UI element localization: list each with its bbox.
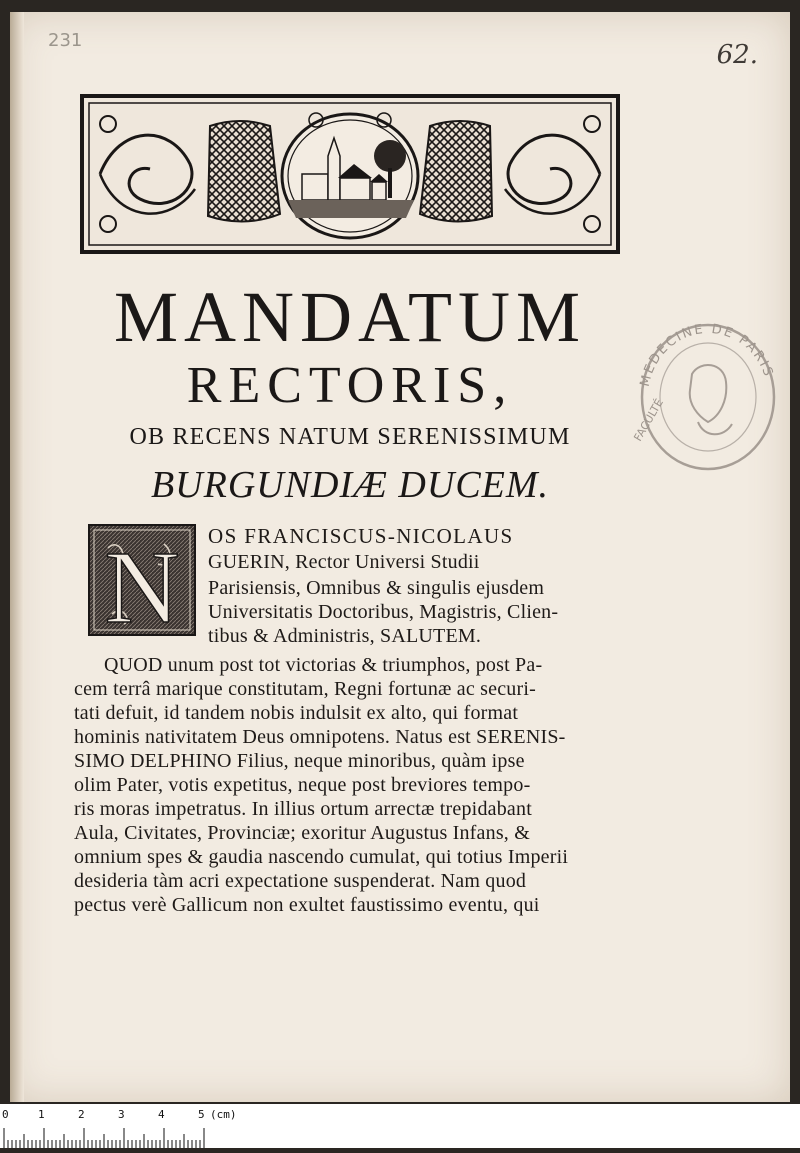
- body-line-6: QUOD unum post tot victorias & triumphos, post Pa-: [104, 654, 543, 676]
- body-line-9: hominis nativitatem Deus omnipotens. Natus est SERENIS-: [74, 726, 566, 748]
- body-line-16: pectus verè Gallicum non exultet faustissimo eventu, qui: [74, 894, 540, 916]
- body-line-7: cem terrâ marique constitutam, Regni fortunæ ac securi-: [74, 678, 536, 700]
- ruler-label-1: 1: [38, 1108, 45, 1121]
- headpiece-ornament-icon: [80, 94, 620, 254]
- body-line-14: omnium spes & gaudia nascendo cumulat, qui totius Imperii: [74, 846, 569, 868]
- body-line-11: olim Pater, votis expetitus, neque post breviores tempo-: [74, 774, 531, 796]
- ruler-unit: (cm): [210, 1108, 237, 1121]
- folio-number: 62.: [716, 40, 758, 70]
- subtitle-burgundiae: BURGUNDIÆ DUCEM.: [150, 464, 550, 506]
- measurement-ruler: [0, 1104, 800, 1148]
- body-line-12: ris moras impetratus. In illius ortum arrectæ trepidabant: [74, 798, 532, 820]
- ruler-label-3: 3: [118, 1108, 125, 1121]
- body-line-13: Aula, Civitates, Provinciæ; exoritur Augustus Infans, &: [74, 822, 530, 844]
- body-line-5: tibus & Administris, SALUTEM.: [208, 625, 482, 647]
- decorated-initial-letter: N: [104, 530, 180, 636]
- stamp-text-top: MEDECINE DE PARIS: [637, 321, 776, 389]
- body-line-3: Parisiensis, Omnibus & singulis ejusdem: [208, 577, 545, 599]
- svg-text:MEDECINE DE PARIS: [638, 322, 776, 388]
- subtitle-ob-recens: OB RECENS NATUM SERENISSIMUM: [129, 424, 571, 450]
- body-line-8: tati defuit, id tandem nobis indulsit ex alto, qui format: [74, 702, 519, 724]
- title-mandatum: MANDATUM: [113, 277, 587, 357]
- stamp-text-left: FACULTÉ: [631, 396, 666, 444]
- body-line-4: Universitatis Doctoribus, Magistris, Clien-: [208, 601, 559, 623]
- title-rectoris: RECTORIS,: [186, 357, 514, 414]
- body-line-15: desideria tàm acri expectatione suspenderat. Nam quod: [74, 870, 527, 892]
- body-line-2: GUERIN, Rector Universi Studii: [208, 551, 480, 573]
- decorated-initial-icon: [88, 524, 196, 636]
- ruler-label-2: 2: [78, 1108, 85, 1121]
- body-line-1: OS FRANCISCUS-NICOLAUS: [208, 524, 514, 548]
- library-stamp-icon: [628, 312, 788, 482]
- ruler-label-0: 0: [2, 1108, 9, 1121]
- body-line-10: SIMO DELPHINO Filius, neque minoribus, quàm ipse: [74, 750, 525, 772]
- pencil-page-note: 231: [48, 30, 83, 51]
- ruler-label-5: 5: [198, 1108, 205, 1121]
- ruler-label-4: 4: [158, 1108, 165, 1121]
- page-spine-shadow: [10, 12, 24, 1102]
